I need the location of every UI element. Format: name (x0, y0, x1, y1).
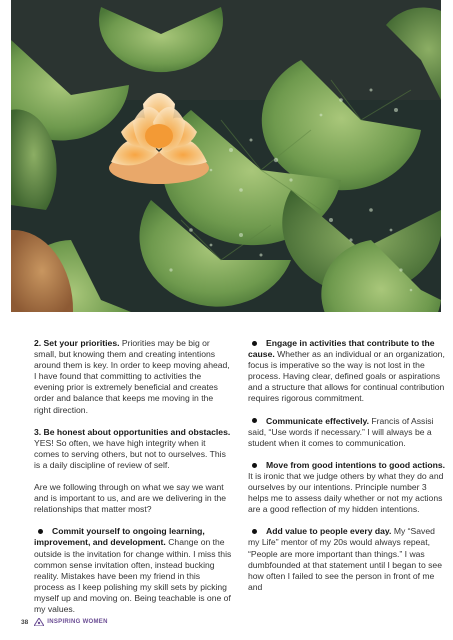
learning-body: Change on the outside is the invitation for change within. I miss this common sense invitation often, instead bucking reality. Mistakes have been my friend in this process as I keep polishing my skill sets by picking myself up and moving on. Being teachable is one of my values. (34, 537, 232, 614)
left-column (34, 338, 232, 626)
intentions-body: It is ironic that we judge others by what they do and ourselves by our intentions. Principle number 3 helps me to assess daily whether or not my actions are a good reflection of my hidden intentions. (248, 470, 444, 515)
communicate-body: Francis of Assisi said, “Use words if necessary.” I will always be a student when it comes to communication. (248, 415, 434, 448)
priorities-heading: 2. Set your priorities. (34, 338, 120, 348)
engage-heading: Engage in activities that contribute to the cause. (248, 338, 435, 360)
page-number: 38 (21, 618, 29, 626)
inspiring-women-logo-icon (34, 618, 44, 626)
lotus-photo (11, 0, 441, 312)
learning-heading: Commit yourself to ongoing learning, improvement, and development. (34, 526, 205, 548)
following-through-paragraph (34, 482, 232, 515)
following-through-body: Are we following through on what we say we want and is important to us, and are we delivering in the relationships that matter most? (34, 482, 227, 515)
intentions-paragraph (248, 460, 446, 515)
honest-heading: 3. Be honest about opportunities and obstacles. (34, 426, 231, 437)
intentions-heading: Move from good intentions to good actions. (266, 459, 446, 470)
brand-name: INSPIRING WOMEN (47, 619, 108, 625)
honest-paragraph (34, 427, 232, 471)
engage-paragraph (248, 338, 446, 405)
bullet-icon (252, 529, 257, 534)
add-value-paragraph (248, 526, 446, 593)
communicate-paragraph (248, 416, 446, 449)
priorities-paragraph (34, 338, 232, 416)
page-footer (21, 618, 108, 626)
right-column (248, 338, 446, 604)
bullet-icon (252, 341, 257, 346)
add-value-heading: Add value to people every day. (266, 526, 392, 537)
bullet-icon (252, 463, 257, 468)
lotus-illustration (11, 0, 441, 312)
bullet-icon (38, 529, 43, 534)
learning-paragraph (34, 526, 232, 615)
communicate-heading: Communicate effectively. (266, 415, 369, 426)
bullet-icon (252, 418, 257, 423)
add-value-body: My “Saved my Life” mentor of my 20s would always repeat, “People are more important than things.” I was dumbfounded at that statement until I began to see how often I failed to see the person in front of me and (248, 526, 442, 592)
honest-body: YES! So often, we have high integrity when it comes to serving others, but not to ourselves. This is a daily discipline of review of self. (34, 437, 226, 470)
engage-body: Whether as an individual or an organization, focus is imperative so the way is not lost in the process. Having clear, defined goals or aspirations and a structure that allows for continual contribution requires rigorous commitment. (248, 349, 445, 404)
priorities-body: Priorities may be big or small, but knowing them and creating intentions around them is key. In order to keep moving ahead, I have found that committing to activities the evening prior is extremely beneficial and creates order and balance that keeps me moving in the right direction. (34, 338, 230, 415)
